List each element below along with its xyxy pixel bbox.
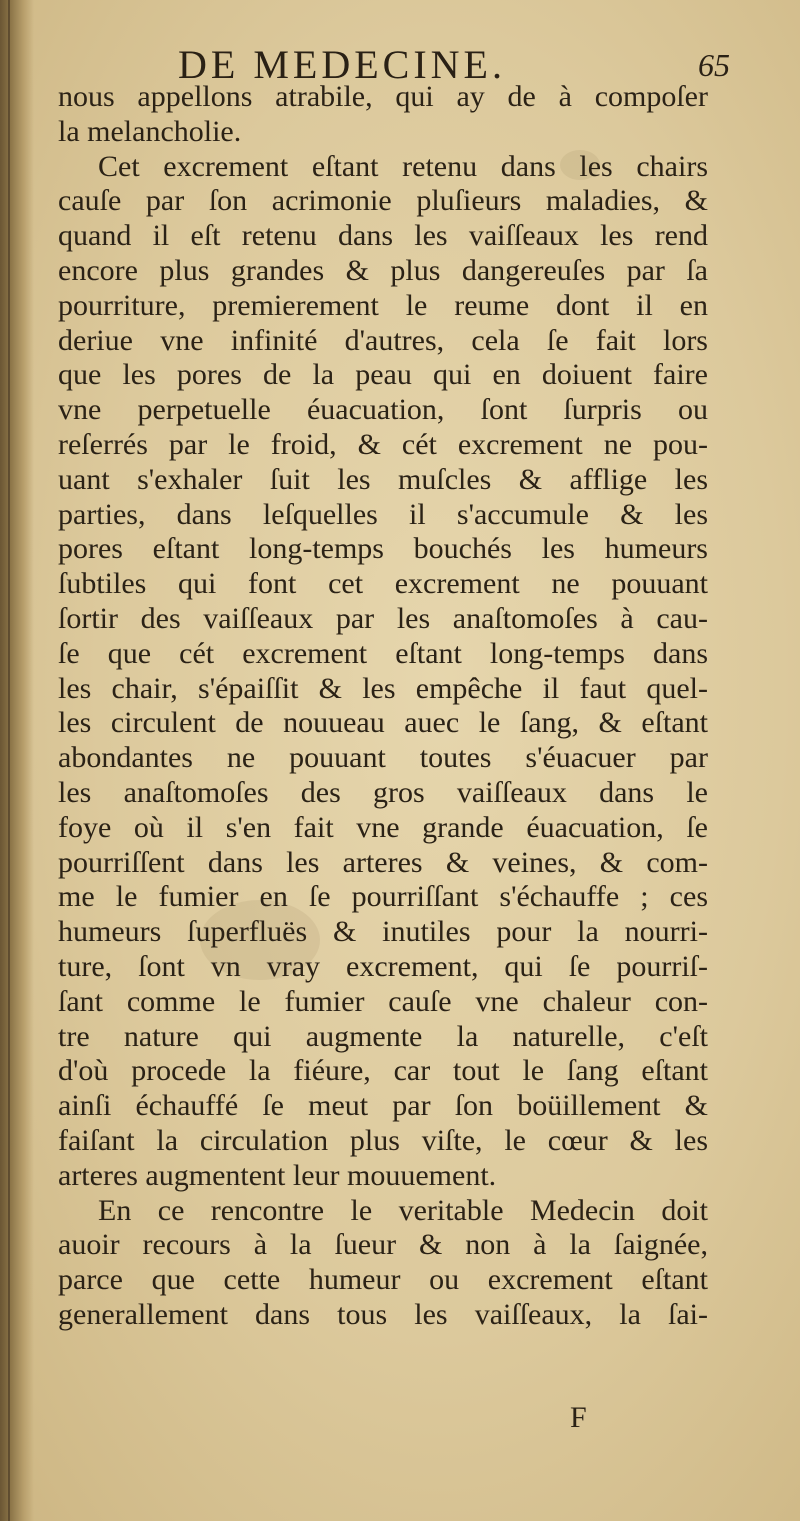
text-line: les circulent de nouueau auec le ſang, & eſtant <box>58 706 708 740</box>
text-line: ainſi échauffé ſe meut par ſon boüillement & <box>58 1089 708 1123</box>
text-line: uant s'exhaler ſuit les muſcles & afflige les <box>58 462 708 496</box>
text-line: En ce rencontre le veritable Medecin doit <box>98 1193 708 1227</box>
binding-shadow <box>0 0 34 1521</box>
text-line: ſe que cét excrement eſtant long-temps dans <box>58 636 708 670</box>
text-line: la melancholie. <box>58 114 242 148</box>
text-line: pourriture, premierement le reume dont il en <box>58 288 708 322</box>
text-line: quand il eſt retenu dans les vaiſſeaux les rend <box>58 219 708 253</box>
text-line: d'où procede la fiéure, car tout le ſang eſtant <box>58 1054 708 1088</box>
page-edge <box>8 0 10 1521</box>
text-line: ture, ſont vn vray excrement, qui ſe pourriſ- <box>58 949 708 983</box>
text-line: ſant comme le fumier cauſe vne chaleur con- <box>58 984 708 1018</box>
text-line: auoir recours à la ſueur & non à la ſaignée, <box>58 1228 708 1262</box>
text-line: vne perpetuelle éuacuation, ſont ſurpris ou <box>58 393 708 427</box>
text-line: generallement dans tous les vaiſſeaux, la ſai- <box>58 1297 708 1331</box>
signature-mark: F <box>570 1401 587 1434</box>
text-line: foye où il s'en fait vne grande éuacuation, ſe <box>58 810 708 844</box>
body-text <box>58 80 708 1333</box>
text-line: ſortir des vaiſſeaux par les anaſtomoſes à cau- <box>58 601 708 635</box>
page-number: 65 <box>698 47 730 83</box>
text-line: reſerrés par le froid, & cét excrement ne pou- <box>58 427 708 461</box>
text-line: les chair, s'épaiſſit & les empêche il faut quel- <box>58 671 708 705</box>
text-line: deriue vne infinité d'autres, cela ſe fait lors <box>58 323 708 357</box>
text-line: pourriſſent dans les arteres & veines, & com- <box>58 845 708 879</box>
text-line: cauſe par ſon acrimonie pluſieurs maladies, & <box>58 184 708 218</box>
text-line: faiſant la circulation plus viſte, le cœur & les <box>58 1123 708 1157</box>
text-line: parties, dans leſquelles il s'accumule & les <box>58 497 708 531</box>
text-line: arteres augmentent leur mouuement. <box>58 1158 497 1192</box>
text-line: abondantes ne pouuant toutes s'éuacuer par <box>58 741 708 775</box>
running-head: DE MEDECINE. <box>178 42 506 87</box>
text-line: ſubtiles qui font cet excrement ne pouuant <box>58 567 708 601</box>
text-line: pores eſtant long-temps bouchés les humeurs <box>58 532 708 566</box>
text-line: encore plus grandes & plus dangereuſes par ſa <box>58 253 708 287</box>
text-line: que les pores de la peau qui en doiuent faire <box>58 358 708 392</box>
text-line: les anaſtomoſes des gros vaiſſeaux dans le <box>58 775 708 809</box>
text-line: tre nature qui augmente la naturelle, c'eſt <box>58 1019 708 1053</box>
text-line: nous appellons atrabile, qui ay de à compoſer <box>58 80 708 113</box>
text-line: Cet excrement eſtant retenu dans les chairs <box>98 149 708 183</box>
text-line: parce que cette humeur ou excrement eſtant <box>58 1263 708 1297</box>
text-line: me le fumier en ſe pourriſſant s'échauffe ; ces <box>58 880 708 914</box>
text-line: humeurs ſuperfluës & inutiles pour la nourri- <box>58 915 708 949</box>
